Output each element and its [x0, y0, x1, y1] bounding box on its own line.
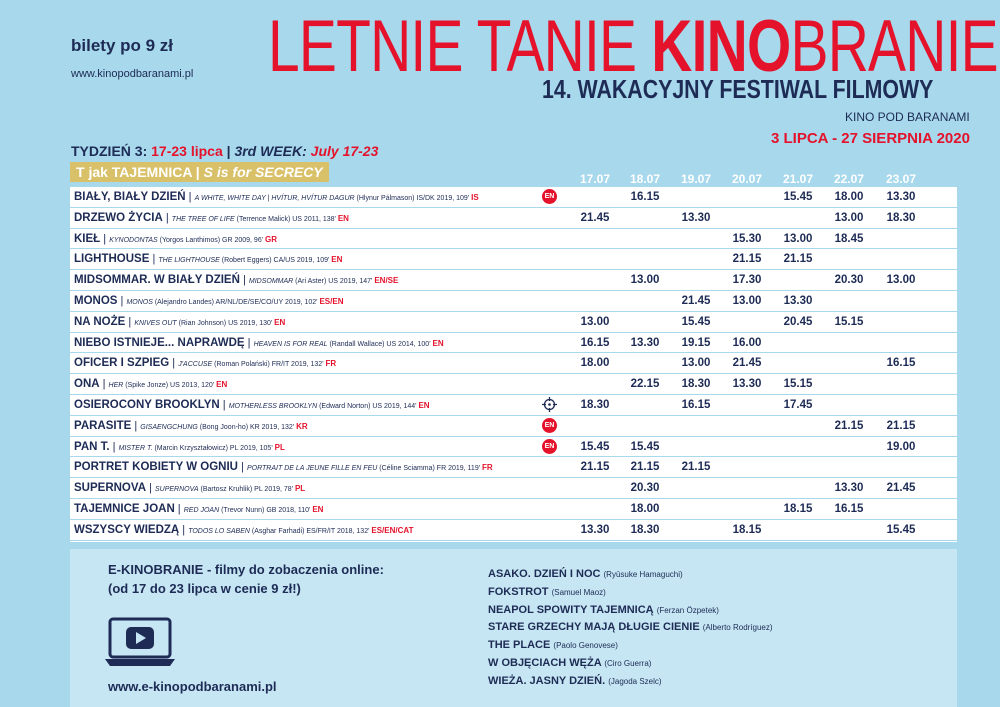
language-code: EN: [331, 255, 343, 265]
language-code: PL: [274, 442, 285, 452]
separator: |: [219, 399, 229, 411]
language-code: GR: [265, 234, 277, 244]
showtime[interactable]: 16.15: [580, 336, 610, 349]
film-credits: (Asghar Farhadi) ES/FR/IT 2018, 132': [249, 527, 372, 535]
film-title: MONOS: [74, 295, 118, 307]
ekino-line2: (od 17 do 23 lipca w cenie 9 zł!): [108, 581, 301, 596]
showtime[interactable]: 18.30: [580, 399, 610, 411]
film-info: [74, 295, 343, 307]
list-item[interactable]: [488, 655, 773, 673]
showtime[interactable]: 18.15: [783, 503, 813, 515]
film-info: [74, 461, 493, 473]
language-code: FR: [482, 463, 493, 473]
showtime[interactable]: 13.30: [580, 523, 610, 536]
day-header: 21.07: [782, 172, 814, 186]
original-title: MISTER T.: [118, 444, 153, 452]
title-post: BRANIE: [790, 6, 998, 87]
original-title: MONOS: [126, 299, 153, 306]
original-title: RED JOAN: [183, 507, 220, 514]
film-info: [74, 253, 342, 265]
table-row[interactable]: [70, 520, 957, 541]
showtime[interactable]: 13.30: [783, 295, 813, 307]
day-header: 20.07: [731, 172, 763, 186]
showtime[interactable]: 21.45: [886, 482, 916, 495]
separator: |: [146, 482, 155, 495]
showtime[interactable]: 21.15: [886, 419, 916, 432]
film-info: [74, 441, 285, 453]
film-info: [74, 191, 479, 203]
film-credits: (Yorgos Lanthimos) GR 2009, 96': [157, 236, 265, 244]
ekino-film-director: (Alberto Rodríguez): [702, 623, 773, 633]
original-title: PORTRAIT DE LA JEUNE FILLE EN FEU: [246, 465, 378, 473]
day-header: 18.07: [629, 172, 661, 186]
film-credits: (Bong Joon-ho) KR 2019, 132': [197, 423, 297, 431]
showtime[interactable]: 15.45: [681, 315, 711, 328]
table-row[interactable]: [70, 478, 957, 499]
original-title: MIDSOMMAR: [248, 278, 294, 286]
film-meta: [125, 315, 286, 328]
film-credits: (Alejandro Landes) AR/NL/DE/SE/CO/UY 2019, 102': [152, 299, 320, 306]
ekino-film-director: (Ciro Guerra): [604, 658, 652, 668]
film-title: PORTRET KOBIETY W OGNIU: [74, 461, 238, 474]
showtime[interactable]: 15.45: [886, 523, 916, 536]
film-title: TAJEMNICE JOAN: [74, 503, 175, 515]
showtime[interactable]: 16.15: [681, 399, 711, 411]
showtime[interactable]: 15.15: [783, 378, 813, 391]
showtime[interactable]: 15.15: [834, 315, 864, 328]
showtime[interactable]: 18.00: [630, 503, 660, 515]
film-title: WSZYSCY WIEDZĄ: [74, 523, 180, 536]
original-title: HEAVEN IS FOR REAL: [253, 340, 328, 348]
showtime[interactable]: 16.15: [834, 503, 864, 515]
film-credits: (Edward Norton) US 2019, 144': [317, 403, 419, 410]
language-code: ES/EN: [319, 297, 344, 306]
showtime[interactable]: 13.30: [732, 378, 762, 391]
original-title: GISAENGCHUNG: [140, 423, 198, 431]
theme-en: S is for SECRECY: [203, 164, 323, 180]
film-meta: [109, 440, 285, 453]
film-credits: (Spike Jonze) US 2013, 120': [123, 382, 217, 390]
showtime[interactable]: 17.30: [732, 274, 762, 287]
film-info: [74, 233, 277, 245]
ekino-link[interactable]: www.e-kinopodbaranami.pl: [108, 679, 277, 694]
separator: |: [149, 253, 159, 266]
film-meta: [146, 482, 306, 495]
showtime[interactable]: 13.00: [681, 357, 711, 370]
showtime[interactable]: 20.30: [834, 274, 864, 287]
theme-pl: T jak TAJEMNICA: [76, 164, 192, 180]
theme-sep: |: [195, 164, 200, 180]
separator: |: [244, 336, 254, 349]
showtime[interactable]: 21.15: [834, 419, 864, 432]
film-credits: (Terrence Malick) US 2011, 138': [234, 215, 338, 223]
table-row[interactable]: [70, 291, 957, 312]
showtime[interactable]: 15.45: [580, 440, 610, 453]
week-sep: |: [226, 143, 231, 159]
ekino-film-title: NEAPOL SPOWITY TAJEMNICĄ: [488, 603, 657, 616]
ekino-film-director: (Paolo Genovese): [553, 641, 618, 651]
ekino-film-title: FOKSTROT: [488, 585, 552, 598]
table-row[interactable]: [70, 353, 957, 374]
film-title: KIEŁ: [74, 232, 101, 245]
festival-dates: 3 LIPCA - 27 SIERPNIA 2020: [771, 130, 970, 147]
list-item[interactable]: [488, 673, 773, 691]
week-heading: [71, 143, 378, 159]
film-info: [74, 274, 398, 286]
showtime[interactable]: 20.45: [783, 315, 813, 328]
website-link[interactable]: www.kinopodbaranami.pl: [71, 68, 194, 80]
showtime[interactable]: 21.45: [732, 357, 762, 370]
ekino-film-title: W OBJĘCIACH WĘŻA: [488, 656, 605, 669]
film-info: [74, 378, 227, 390]
showtime[interactable]: 13.00: [886, 274, 916, 287]
film-meta: [149, 253, 343, 266]
film-credits: (Robert Eggers) CA/US 2019, 109': [219, 257, 332, 265]
original-title: SUPERNOVA: [154, 486, 199, 494]
film-meta: [162, 211, 349, 224]
showtime[interactable]: 16.00: [732, 336, 762, 349]
original-title: MOTHERLESS BROOKLYN: [228, 403, 318, 410]
language-code: EN: [216, 380, 228, 390]
ekino-line1: E-KINOBRANIE - filmy do zobaczenia online:: [108, 562, 384, 577]
theme-banner: [70, 162, 329, 182]
film-meta: [174, 503, 324, 515]
day-header: 19.07: [680, 172, 712, 186]
crosshair-icon: [542, 397, 557, 412]
original-title: J'ACCUSE: [178, 361, 213, 369]
separator: |: [117, 295, 127, 307]
showtime[interactable]: 21.15: [681, 461, 711, 474]
day-header: 17.07: [579, 172, 611, 186]
film-info: [74, 482, 305, 494]
title-bold: KINO: [651, 6, 791, 87]
showtime[interactable]: 16.15: [630, 191, 660, 203]
film-credits: (Céline Sciamma) FR 2019, 119': [377, 465, 482, 473]
original-title: TODOS LO SABEN: [188, 527, 250, 535]
showtime[interactable]: 21.15: [783, 253, 813, 266]
showtime[interactable]: 13.00: [834, 211, 864, 224]
list-item[interactable]: [488, 619, 773, 637]
week-pl-dates: 17-23 lipca: [151, 143, 223, 159]
film-title: DRZEWO ŻYCIA: [74, 211, 163, 224]
film-title: LIGHTHOUSE: [74, 253, 150, 266]
showtime[interactable]: 13.00: [732, 295, 762, 307]
showtime[interactable]: 21.15: [630, 461, 660, 474]
language-code: PL: [294, 484, 306, 494]
separator: |: [99, 378, 109, 391]
film-info: [74, 503, 323, 515]
showtime[interactable]: 21.45: [580, 211, 610, 224]
film-title: MIDSOMMAR. W BIAŁY DZIEŃ: [74, 274, 240, 287]
film-meta: [238, 461, 493, 474]
title-pre: LETNIE TANIE: [268, 6, 652, 87]
language-code: EN: [274, 317, 286, 327]
table-row[interactable]: [70, 395, 957, 416]
festival-subtitle: 14. WAKACYJNY FESTIWAL FILMOWY: [542, 74, 934, 104]
ekino-film-title: WIEŻA. JASNY DZIEŃ.: [488, 674, 609, 687]
list-item[interactable]: [488, 584, 773, 602]
film-title: SUPERNOVA: [74, 482, 146, 495]
film-meta: [219, 399, 430, 411]
showtime[interactable]: 13.30: [834, 482, 864, 495]
showtime[interactable]: 18.45: [834, 232, 864, 245]
showtime[interactable]: 22.15: [630, 378, 660, 391]
showtime[interactable]: 13.00: [630, 274, 660, 287]
ekino-film-title: THE PLACE: [488, 639, 554, 652]
film-info: [74, 357, 336, 369]
list-item[interactable]: [488, 637, 773, 655]
table-row[interactable]: [70, 499, 957, 520]
ekino-film-director: (Ferzan Özpetek): [656, 605, 719, 615]
film-meta: [179, 523, 414, 536]
separator: |: [239, 274, 249, 287]
original-title: KNIVES OUT: [134, 319, 177, 327]
film-info: [74, 420, 308, 432]
film-meta: [131, 419, 308, 432]
showtime[interactable]: 13.00: [783, 232, 813, 245]
showtime[interactable]: 13.30: [630, 336, 660, 349]
showtime[interactable]: 18.30: [681, 378, 711, 391]
showtime[interactable]: 21.15: [732, 253, 762, 266]
showtime[interactable]: 20.30: [630, 482, 660, 495]
table-row[interactable]: [70, 208, 957, 229]
laptop-play-icon: [104, 617, 176, 674]
showtime[interactable]: 13.30: [886, 191, 916, 203]
separator: |: [169, 357, 179, 370]
en-badge-icon: EN: [542, 439, 557, 454]
film-credits: (Roman Polański) FR/IT 2019, 132': [212, 361, 326, 369]
ekino-film-list: [488, 566, 773, 691]
ekino-film-director: (Jagoda Szelc): [608, 676, 662, 686]
film-credits: (Hlynur Pálmason) IS/DK 2019, 109': [354, 195, 472, 202]
separator: |: [185, 191, 195, 203]
language-code: IS: [471, 193, 479, 202]
separator: |: [125, 315, 135, 328]
separator: |: [131, 419, 141, 432]
language-code: KR: [296, 421, 308, 431]
table-row[interactable]: [70, 457, 957, 478]
film-info: [74, 316, 285, 328]
original-title: THE TREE OF LIFE: [171, 215, 235, 223]
ekino-film-director: (Samuel Maoz): [551, 587, 606, 597]
film-title: OSIEROCONY BROOKLYN: [74, 399, 220, 411]
showtime[interactable]: 13.00: [580, 315, 610, 328]
day-header: 23.07: [885, 172, 917, 186]
showtime[interactable]: 18.00: [834, 191, 864, 203]
ticket-price: bilety po 9 zł: [71, 36, 174, 55]
showtime[interactable]: 18.15: [732, 523, 762, 536]
film-credits: (Bartosz Kruhlik) PL 2019, 78': [198, 486, 295, 494]
showtime[interactable]: 16.15: [886, 357, 916, 370]
film-meta: [185, 191, 479, 203]
separator: |: [100, 232, 110, 245]
language-code: EN/SE: [374, 276, 399, 286]
original-title: A WHITE, WHITE DAY | HVÍTUR, HVÍTUR DAGUR: [194, 195, 355, 202]
film-title: PARASITE: [74, 419, 132, 432]
film-title: NIEBO ISTNIEJE... NAPRAWDĘ: [74, 336, 245, 349]
showtime[interactable]: 18.30: [630, 523, 660, 536]
film-credits: (Rian Johnson) US 2019, 130': [176, 319, 275, 327]
film-credits: (Ari Aster) US 2019, 147': [293, 278, 375, 286]
language-code: EN: [337, 213, 349, 223]
film-meta: [99, 378, 228, 391]
film-info: [74, 337, 444, 349]
film-title: ONA: [74, 378, 100, 391]
day-header: 22.07: [833, 172, 865, 186]
table-row[interactable]: [70, 187, 957, 208]
table-row[interactable]: [70, 437, 957, 458]
showtime[interactable]: 21.45: [681, 295, 711, 307]
week-en-label: 3rd WEEK:: [234, 143, 307, 159]
showtime[interactable]: 15.30: [732, 232, 762, 245]
film-info: [74, 212, 349, 224]
original-title: THE LIGHTHOUSE: [158, 257, 220, 265]
week-en-dates: July 17-23: [310, 143, 379, 159]
showtime[interactable]: 13.30: [681, 211, 711, 224]
film-credits: (Trevor Nunn) GB 2018, 110': [219, 507, 313, 514]
film-meta: [117, 295, 344, 307]
separator: |: [109, 440, 119, 453]
film-credits: (Marcin Krzyształowicz) PL 2019, 105': [152, 444, 275, 452]
showtime[interactable]: 17.45: [783, 399, 813, 411]
separator: |: [179, 523, 189, 536]
table-row[interactable]: [70, 416, 957, 437]
language-code: FR: [325, 359, 337, 369]
film-title: NA NOŻE: [74, 315, 126, 328]
showtime[interactable]: 19.15: [681, 336, 711, 349]
language-code: EN: [432, 338, 444, 348]
original-title: HER: [108, 382, 124, 390]
showtime[interactable]: 15.45: [783, 191, 813, 203]
list-item[interactable]: [488, 602, 773, 620]
table-row[interactable]: [70, 229, 957, 250]
en-badge-icon: EN: [542, 418, 557, 433]
film-title: BIAŁY, BIAŁY DZIEŃ: [74, 191, 186, 203]
schedule-table: [70, 187, 957, 542]
table-row[interactable]: [70, 333, 957, 354]
table-row[interactable]: [70, 312, 957, 333]
film-info: [74, 399, 430, 411]
ekino-film-director: (Ryūsuke Hamaguchi): [603, 570, 683, 579]
showtime[interactable]: 15.45: [630, 440, 660, 453]
en-badge-icon: EN: [542, 189, 557, 204]
film-credits: (Randall Wallace) US 2014, 100': [327, 340, 433, 348]
film-info: [74, 524, 413, 536]
film-meta: [100, 232, 277, 245]
film-meta: [239, 274, 399, 287]
language-code: EN: [418, 401, 430, 410]
language-code: EN: [312, 505, 324, 514]
table-row[interactable]: [70, 249, 957, 270]
list-item[interactable]: [488, 566, 773, 584]
original-title: KYNODONTAS: [109, 236, 158, 244]
table-row[interactable]: [70, 270, 957, 291]
showtime[interactable]: 18.00: [580, 357, 610, 370]
showtime[interactable]: 19.00: [886, 440, 916, 453]
film-meta: [244, 336, 444, 349]
ekino-film-title: STARE GRZECHY MAJĄ DŁUGIE CIENIE: [488, 621, 703, 634]
ekino-heading: [108, 560, 384, 598]
separator: |: [174, 503, 184, 515]
film-meta: [169, 357, 337, 370]
separator: |: [238, 461, 247, 474]
table-row[interactable]: [70, 374, 957, 395]
film-title: OFICER I SZPIEG: [74, 357, 170, 370]
showtime[interactable]: 21.15: [580, 461, 610, 474]
separator: |: [162, 211, 172, 224]
showtime[interactable]: 18.30: [886, 211, 916, 224]
week-pl-label: TYDZIEŃ 3:: [71, 143, 148, 159]
ekino-film-title: ASAKO. DZIEŃ I NOC: [488, 568, 604, 580]
language-code: ES/EN/CAT: [371, 525, 414, 535]
film-title: PAN T.: [74, 440, 110, 453]
venue-name: KINO POD BARANAMI: [845, 110, 970, 124]
